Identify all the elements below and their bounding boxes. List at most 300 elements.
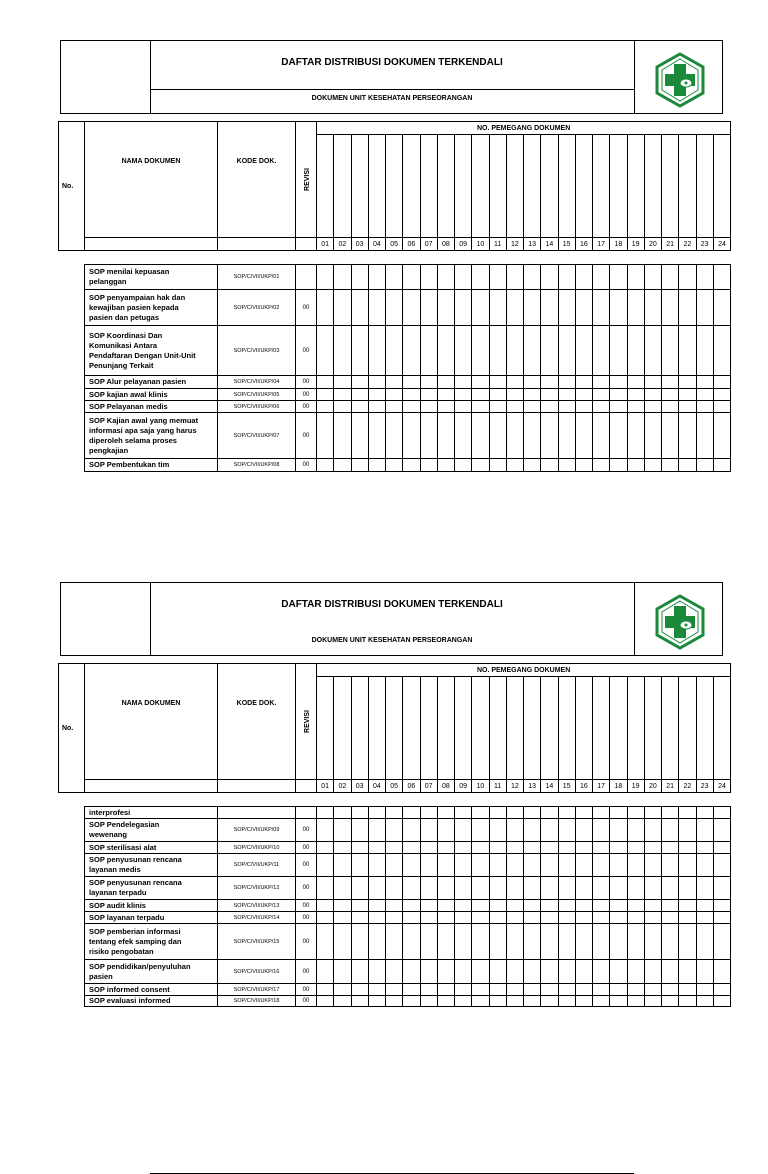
holder-cell xyxy=(610,413,627,459)
holder-cell xyxy=(403,807,420,819)
holder-cell xyxy=(593,459,610,472)
table-row xyxy=(85,326,731,376)
table-row xyxy=(85,459,731,472)
holder-cell xyxy=(506,401,523,413)
holder-cell xyxy=(351,326,368,376)
revision-number xyxy=(296,265,317,290)
holder-cell xyxy=(558,924,575,960)
holder-cell xyxy=(351,401,368,413)
holder-cell xyxy=(368,984,385,996)
table-row xyxy=(85,819,731,842)
document-code: SOP/C/VII/UKP/13 xyxy=(218,900,296,912)
holder-number: 22 xyxy=(679,780,696,793)
document-code: SOP/C/VII/UKP/12 xyxy=(218,877,296,900)
holder-cell xyxy=(593,326,610,376)
document-name xyxy=(85,459,218,472)
holder-cell xyxy=(541,376,558,389)
holder-cell xyxy=(455,854,472,877)
holder-cell xyxy=(524,389,541,401)
holder-cell xyxy=(713,854,730,877)
holder-cell xyxy=(489,854,506,877)
revision-number: 00 xyxy=(296,924,317,960)
holder-cell xyxy=(627,376,644,389)
holder-cell xyxy=(506,413,523,459)
holder-cell xyxy=(696,924,713,960)
holder-cell xyxy=(368,960,385,984)
holder-cell xyxy=(334,996,351,1007)
holder-cell xyxy=(644,996,661,1007)
table-row xyxy=(85,807,731,819)
holder-number: 08 xyxy=(437,780,454,793)
holder-cell xyxy=(437,984,454,996)
holder-cell xyxy=(317,900,334,912)
holder-cell xyxy=(368,854,385,877)
holder-number: 23 xyxy=(696,780,713,793)
holder-cell xyxy=(662,290,679,326)
holder-cell xyxy=(524,854,541,877)
table-row xyxy=(85,984,731,996)
holder-cell xyxy=(610,842,627,854)
holder-number: 01 xyxy=(317,780,334,793)
holder-number: 17 xyxy=(593,780,610,793)
holder-cell xyxy=(541,413,558,459)
holder-cell xyxy=(420,807,437,819)
document-code: SOP/C/VII/UKP/04 xyxy=(218,376,296,389)
holder-cell xyxy=(679,912,696,924)
holder-number: 13 xyxy=(524,238,541,251)
col-kode-header: KODE DOK. xyxy=(218,664,296,780)
holder-cell xyxy=(506,912,523,924)
holder-cell xyxy=(317,265,334,290)
holder-cell xyxy=(334,326,351,376)
holder-cell xyxy=(420,290,437,326)
holder-cell xyxy=(403,984,420,996)
holder-cell xyxy=(524,413,541,459)
holder-cell xyxy=(368,900,385,912)
holder-cell xyxy=(351,924,368,960)
column-header-table xyxy=(58,663,731,793)
holder-cell xyxy=(627,819,644,842)
holder-cell xyxy=(489,401,506,413)
holder-cell xyxy=(437,819,454,842)
document-name-line: wewenang xyxy=(89,830,127,839)
holder-cell xyxy=(524,326,541,376)
document-subtitle: DOKUMEN UNIT KESEHATAN PERSEORANGAN xyxy=(311,95,473,102)
holder-cell xyxy=(575,854,592,877)
holder-cell xyxy=(403,389,420,401)
holder-number: 07 xyxy=(420,238,437,251)
document-name-line: Pendaftaran Dengan Unit-Unit xyxy=(89,350,196,360)
holder-cell xyxy=(524,877,541,900)
holder-cell xyxy=(334,807,351,819)
holder-cell xyxy=(368,877,385,900)
holder-cell xyxy=(679,984,696,996)
document-name xyxy=(85,912,218,924)
holder-cell xyxy=(351,960,368,984)
holder-cell xyxy=(679,290,696,326)
holder-cell xyxy=(713,290,730,326)
holder-cell xyxy=(472,900,489,912)
holder-cell xyxy=(524,984,541,996)
holder-cell xyxy=(593,996,610,1007)
holder-number: 14 xyxy=(541,780,558,793)
col-kode-header: KODE DOK. xyxy=(218,122,296,238)
holder-cell xyxy=(593,984,610,996)
holder-cell xyxy=(593,389,610,401)
document-code: SOP/C/VII/UKP/05 xyxy=(218,389,296,401)
holder-cell xyxy=(610,376,627,389)
holder-cell xyxy=(437,389,454,401)
holder-cell xyxy=(541,819,558,842)
holder-cell xyxy=(662,984,679,996)
document-name-line: diperoleh selama proses xyxy=(89,435,177,445)
holder-cell xyxy=(524,842,541,854)
holder-cell xyxy=(351,413,368,459)
holder-cell xyxy=(558,413,575,459)
holder-number: 15 xyxy=(558,238,575,251)
holder-cell xyxy=(489,413,506,459)
holder-cell xyxy=(403,265,420,290)
holder-cell xyxy=(368,842,385,854)
document-name xyxy=(85,265,218,290)
holder-number: 11 xyxy=(489,238,506,251)
holder-cell xyxy=(489,807,506,819)
document-name xyxy=(85,842,218,854)
holder-cell xyxy=(437,924,454,960)
holder-cell xyxy=(524,459,541,472)
holder-cell xyxy=(386,900,403,912)
document-name xyxy=(85,877,218,900)
document-name-line: SOP evaluasi informed xyxy=(89,996,171,1005)
holder-cell xyxy=(420,912,437,924)
holder-cell xyxy=(679,265,696,290)
holder-cell xyxy=(541,807,558,819)
document-name-line: pasien dan petugas xyxy=(89,312,160,322)
holder-cell xyxy=(403,996,420,1007)
holder-cell xyxy=(575,413,592,459)
holder-cell xyxy=(627,389,644,401)
document-name-line: pengkajian xyxy=(89,445,129,455)
holder-cell xyxy=(575,401,592,413)
holder-cell xyxy=(644,401,661,413)
holder-cell xyxy=(437,960,454,984)
holder-number: 06 xyxy=(403,238,420,251)
holder-cell xyxy=(506,854,523,877)
col-nama-header: NAMA DOKUMEN xyxy=(85,122,218,238)
revision-number: 00 xyxy=(296,326,317,376)
holder-cell xyxy=(455,924,472,960)
holder-cell xyxy=(334,401,351,413)
holder-cell xyxy=(679,842,696,854)
holder-cell xyxy=(472,912,489,924)
holder-cell xyxy=(437,290,454,326)
holder-cell xyxy=(403,900,420,912)
holder-cell xyxy=(558,459,575,472)
holder-cell xyxy=(662,265,679,290)
holder-cell xyxy=(713,912,730,924)
holder-cell xyxy=(558,807,575,819)
document-name xyxy=(85,960,218,984)
document-name xyxy=(85,326,218,376)
holder-cell xyxy=(662,389,679,401)
holder-cell xyxy=(627,807,644,819)
holder-cell xyxy=(610,877,627,900)
holder-cell xyxy=(437,877,454,900)
document-name-line: interprofesi xyxy=(89,807,131,817)
holder-cell xyxy=(472,265,489,290)
holder-cell xyxy=(610,290,627,326)
holder-number: 20 xyxy=(644,780,661,793)
revision-number: 00 xyxy=(296,459,317,472)
holder-cell xyxy=(662,854,679,877)
holder-cell xyxy=(679,960,696,984)
holder-number: 02 xyxy=(334,238,351,251)
holder-number: 05 xyxy=(386,238,403,251)
holder-cell xyxy=(455,413,472,459)
holder-number: 07 xyxy=(420,780,437,793)
holder-cell xyxy=(403,854,420,877)
holder-number: 15 xyxy=(558,780,575,793)
holder-cell xyxy=(489,265,506,290)
holder-cell xyxy=(558,877,575,900)
holder-cell xyxy=(334,413,351,459)
document-rows-table xyxy=(84,264,731,472)
holder-cell xyxy=(317,924,334,960)
holder-cell xyxy=(593,413,610,459)
holder-cell xyxy=(437,459,454,472)
document-name-line: SOP Pendelegasian xyxy=(89,820,160,829)
holder-cell xyxy=(386,960,403,984)
holder-cell xyxy=(644,389,661,401)
document-header-box xyxy=(60,40,723,114)
holder-cell xyxy=(713,326,730,376)
holder-cell xyxy=(575,459,592,472)
holder-number: 22 xyxy=(679,238,696,251)
holder-cell xyxy=(541,401,558,413)
document-name-line: SOP penyusunan rencana xyxy=(89,855,182,864)
holder-cell xyxy=(593,842,610,854)
holder-cell xyxy=(593,376,610,389)
holder-cell xyxy=(610,401,627,413)
holder-cell xyxy=(558,842,575,854)
holder-cell xyxy=(541,459,558,472)
holder-cell xyxy=(644,912,661,924)
holder-cell xyxy=(541,900,558,912)
holder-cell xyxy=(627,900,644,912)
holder-cell xyxy=(455,807,472,819)
holder-cell xyxy=(558,854,575,877)
revision-number: 00 xyxy=(296,413,317,459)
holder-cell xyxy=(368,376,385,389)
holder-cell xyxy=(472,326,489,376)
holder-cell xyxy=(386,807,403,819)
col-no-header: No. xyxy=(59,122,85,251)
holder-cell xyxy=(558,819,575,842)
holder-cell xyxy=(524,996,541,1007)
holder-cell xyxy=(403,924,420,960)
holder-cell xyxy=(610,960,627,984)
holder-cell xyxy=(455,376,472,389)
holder-cell xyxy=(351,984,368,996)
col-pemegang-header: NO. PEMEGANG DOKUMEN xyxy=(317,122,731,135)
holder-cell xyxy=(386,854,403,877)
holder-cell xyxy=(575,924,592,960)
document-code xyxy=(218,807,296,819)
holder-cell xyxy=(713,900,730,912)
holder-number: 23 xyxy=(696,238,713,251)
holder-number: 11 xyxy=(489,780,506,793)
holder-cell xyxy=(506,819,523,842)
holder-number: 12 xyxy=(506,780,523,793)
holder-cell xyxy=(575,984,592,996)
holder-cell xyxy=(644,459,661,472)
holder-cell xyxy=(679,401,696,413)
holder-cell xyxy=(334,960,351,984)
holder-cell xyxy=(506,326,523,376)
holder-cell xyxy=(420,401,437,413)
holder-cell xyxy=(593,401,610,413)
holder-cell xyxy=(541,265,558,290)
holder-cell xyxy=(334,265,351,290)
holder-cell xyxy=(713,842,730,854)
holder-cell xyxy=(593,877,610,900)
holder-cell xyxy=(437,413,454,459)
holder-cell xyxy=(489,984,506,996)
holder-cell xyxy=(644,900,661,912)
table-row xyxy=(85,265,731,290)
holder-cell xyxy=(662,819,679,842)
holder-cell xyxy=(386,459,403,472)
holder-cell xyxy=(524,819,541,842)
holder-number: 13 xyxy=(524,780,541,793)
holder-cell xyxy=(403,290,420,326)
holder-cell xyxy=(541,326,558,376)
document-name-line: tentang efek samping dan xyxy=(89,936,182,946)
holder-cell xyxy=(662,413,679,459)
document-name-line: SOP Kajian awal yang memuat xyxy=(89,415,199,425)
holder-cell xyxy=(524,290,541,326)
holder-cell xyxy=(472,854,489,877)
revision-number: 00 xyxy=(296,996,317,1007)
holder-cell xyxy=(575,290,592,326)
holder-cell xyxy=(644,924,661,960)
holder-cell xyxy=(351,877,368,900)
holder-cell xyxy=(437,842,454,854)
holder-cell xyxy=(644,265,661,290)
holder-cell xyxy=(593,819,610,842)
holder-cell xyxy=(386,819,403,842)
holder-cell xyxy=(489,389,506,401)
holder-number: 05 xyxy=(386,780,403,793)
holder-cell xyxy=(403,842,420,854)
holder-cell xyxy=(713,984,730,996)
holder-cell xyxy=(713,401,730,413)
document-name xyxy=(85,413,218,459)
table-row xyxy=(85,960,731,984)
holder-cell xyxy=(541,842,558,854)
holder-cell xyxy=(524,924,541,960)
table-row xyxy=(85,924,731,960)
holder-cell xyxy=(713,807,730,819)
document-code: SOP/C/VII/UKP/17 xyxy=(218,984,296,996)
holder-cell xyxy=(317,984,334,996)
table-row xyxy=(85,854,731,877)
holder-cell xyxy=(351,912,368,924)
table-row xyxy=(85,413,731,459)
holder-cell xyxy=(679,459,696,472)
document-code: SOP/C/VII/UKP/08 xyxy=(218,459,296,472)
holder-cell xyxy=(575,877,592,900)
holder-cell xyxy=(489,842,506,854)
document-name-line: SOP Pembentukan tim xyxy=(89,460,170,469)
holder-cell xyxy=(524,807,541,819)
holder-cell xyxy=(524,900,541,912)
holder-cell xyxy=(593,924,610,960)
holder-cell xyxy=(713,960,730,984)
revision-number: 00 xyxy=(296,401,317,413)
table-row xyxy=(85,389,731,401)
holder-cell xyxy=(334,819,351,842)
holder-cell xyxy=(386,265,403,290)
holder-cell xyxy=(627,854,644,877)
holder-cell xyxy=(506,877,523,900)
holder-cell xyxy=(386,984,403,996)
holder-cell xyxy=(368,290,385,326)
holder-cell xyxy=(386,877,403,900)
holder-cell xyxy=(317,996,334,1007)
holder-cell xyxy=(713,459,730,472)
holder-cell xyxy=(644,807,661,819)
holder-cell xyxy=(696,960,713,984)
document-code: SOP/C/VII/UKP/11 xyxy=(218,854,296,877)
holder-cell xyxy=(334,900,351,912)
holder-cell xyxy=(506,924,523,960)
holder-cell xyxy=(593,265,610,290)
holder-number: 02 xyxy=(334,780,351,793)
holder-cell xyxy=(696,376,713,389)
document-name-line: SOP audit klinis xyxy=(89,900,146,910)
document-name-line: informasi apa saja yang harus xyxy=(89,425,197,435)
document-name xyxy=(85,376,218,389)
holder-cell xyxy=(368,326,385,376)
holder-cell xyxy=(437,912,454,924)
holder-cell xyxy=(696,401,713,413)
document-name-line: Komunikasi Antara xyxy=(89,340,158,350)
holder-cell xyxy=(558,389,575,401)
holder-cell xyxy=(558,326,575,376)
col-revisi-header: REVISI xyxy=(296,664,317,780)
holder-cell xyxy=(403,912,420,924)
document-name-line: SOP Koordinasi Dan xyxy=(89,330,163,340)
holder-cell xyxy=(627,265,644,290)
holder-cell xyxy=(679,854,696,877)
holder-cell xyxy=(386,924,403,960)
document-code: SOP/C/VII/UKP/02 xyxy=(218,290,296,326)
holder-cell xyxy=(541,924,558,960)
document-name xyxy=(85,900,218,912)
holder-cell xyxy=(662,326,679,376)
holder-cell xyxy=(334,984,351,996)
holder-cell xyxy=(679,924,696,960)
holder-cell xyxy=(334,459,351,472)
holder-cell xyxy=(455,459,472,472)
document-name-line: SOP penyampaian hak dan xyxy=(89,292,186,302)
holder-cell xyxy=(351,854,368,877)
holder-cell xyxy=(351,842,368,854)
holder-cell xyxy=(386,401,403,413)
holder-cell xyxy=(713,924,730,960)
holder-cell xyxy=(455,389,472,401)
